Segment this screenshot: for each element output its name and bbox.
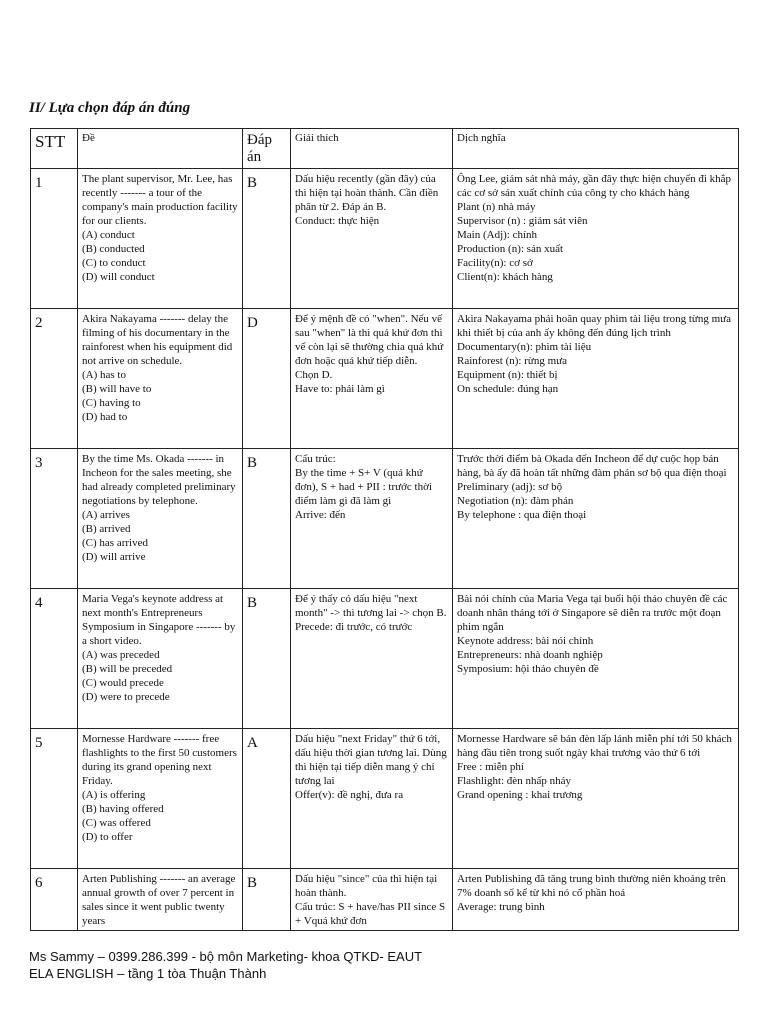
table-row	[31, 729, 739, 869]
translation-cell	[453, 869, 739, 931]
answer-option: (D) were to precede	[82, 691, 170, 703]
explanation-cell	[291, 729, 453, 869]
translation-line: Production (n): sản xuất	[457, 243, 564, 255]
correct-answer: B	[243, 589, 291, 729]
translation-cell	[453, 449, 739, 589]
question-cell	[78, 729, 243, 869]
question-number: 6	[31, 869, 78, 931]
translation-line: On schedule: đúng hạn	[457, 383, 559, 395]
answer-option: (B) will be preceded	[82, 663, 173, 675]
table-row	[31, 589, 739, 729]
answer-option: (A) was preceded	[82, 649, 160, 661]
question-stem: Arten Publishing ------- an average annual growth of over 7 percent in sales since it went public twenty years	[82, 873, 236, 927]
explanation-cell	[291, 169, 453, 309]
translation-line: Entrepreneurs: nhà doanh nghiệp	[457, 649, 603, 661]
header-translation: Dịch nghĩa	[453, 129, 739, 169]
question-number: 3	[31, 449, 78, 589]
question-stem: Akira Nakayama ------- delay the filming of his documentary in the rainforest when his equipment did not arrive on schedule.	[82, 313, 233, 367]
answer-option: (B) having offered	[82, 803, 164, 815]
answer-option: (C) to conduct	[82, 257, 146, 269]
answer-option: (D) will arrive	[82, 551, 146, 563]
translation-line: Documentary(n): phim tài liệu	[457, 341, 592, 353]
question-cell	[78, 869, 243, 931]
answer-option: (A) conduct	[82, 229, 135, 241]
footer	[29, 948, 422, 982]
answer-table	[30, 128, 739, 931]
translation-line: Client(n): khách hàng	[457, 271, 553, 283]
explanation-cell	[291, 589, 453, 729]
explanation-line: Precede: đi trước, có trước	[295, 621, 413, 633]
answer-option: (D) to offer	[82, 831, 133, 843]
translation-line: Negotiation (n): đàm phán	[457, 495, 574, 507]
translation-line: Akira Nakayama phải hoãn quay phim tài liệu trong từng mưa khi thiết bị của anh ấy không đến đúng lịch trình	[457, 313, 732, 339]
translation-line: Plant (n) nhà máy	[457, 201, 536, 213]
translation-line: By telephone : qua điện thoại	[457, 509, 587, 521]
explanation-line: Dấu hiệu "next Friday" thứ 6 tới, dấu hiệu thời gian tương lai. Dùng thì hiện tại tiếp diễn mang ý chỉ tương lai	[295, 733, 447, 787]
explanation-line: Arrive: đến	[295, 509, 346, 521]
translation-line: Average: trung bình	[457, 901, 545, 913]
question-cell	[78, 169, 243, 309]
answer-option: (C) was offered	[82, 817, 151, 829]
table-row	[31, 869, 739, 931]
table-row	[31, 449, 739, 589]
question-number: 1	[31, 169, 78, 309]
question-cell	[78, 309, 243, 449]
footer-address: ELA ENGLISH – tầng 1 tòa Thuận Thành	[29, 966, 267, 981]
header-stt: STT	[31, 129, 78, 169]
explanation-line: Để ý thấy có dấu hiệu "next month" -> thì tương lai -> chọn B.	[295, 593, 447, 619]
question-cell	[78, 589, 243, 729]
explanation-cell	[291, 309, 453, 449]
explanation-line: Cấu trúc: S + have/has PII since S + Vquá khứ đơn	[295, 901, 446, 927]
question-stem: By the time Ms. Okada ------- in Incheon for the sales meeting, she had already completed preliminary negotiations by telephone.	[82, 453, 236, 507]
translation-line: Ông Lee, giám sát nhà máy, gần đây thực hiện chuyến đi khắp các cơ sở sản xuất chính của công ty cho khách hàng	[457, 173, 732, 199]
translation-line: Rainforest (n): rừng mưa	[457, 355, 567, 367]
explanation-line: Cấu trúc:	[295, 453, 336, 465]
answer-option: (A) arrives	[82, 509, 130, 521]
translation-line: Trước thời điểm bà Okada đến Incheon để dự cuộc họp bán hàng, bà ấy đã hoàn tất những đàm phán sơ bộ qua điện thoại	[457, 453, 727, 479]
answer-option: (B) will have to	[82, 383, 152, 395]
translation-line: Keynote address: bài nói chính	[457, 635, 594, 647]
answer-option: (C) has arrived	[82, 537, 148, 549]
answer-option: (C) would precede	[82, 677, 164, 689]
translation-line: Bài nói chính của Maria Vega tại buổi hội thảo chuyên đề các doanh nhân tháng tới ở Singapore sẽ diễn ra trước một đoạn phim ngắn	[457, 593, 728, 633]
footer-contact: Ms Sammy – 0399.286.399 - bộ môn Marketing- khoa QTKD- EAUT	[29, 949, 423, 964]
header-answer: Đáp án	[243, 129, 291, 169]
translation-line: Preliminary (adj): sơ bộ	[457, 481, 563, 493]
question-stem: Maria Vega's keynote address at next month's Entrepreneurs Symposium in Singapore ------- by a short video.	[82, 593, 236, 647]
answer-option: (D) had to	[82, 411, 128, 423]
question-number: 5	[31, 729, 78, 869]
translation-line: Facility(n): cơ sở	[457, 257, 533, 269]
translation-line: Symposium: hội thảo chuyên đề	[457, 663, 599, 675]
explanation-line: Dấu hiệu recently (gần đây) của thì hiện tại hoàn thành. Cần điền phân từ 2. Đáp án B.	[295, 173, 439, 213]
table-body	[31, 169, 739, 931]
explanation-line: By the time + S+ V (quá khứ đơn), S + had + PII : trước thời điểm làm gì đã làm gì	[295, 467, 432, 507]
translation-line: Equipment (n): thiết bị	[457, 369, 558, 381]
explanation-cell	[291, 449, 453, 589]
question-stem: Mornesse Hardware ------- free flashlights to the first 50 customers during its grand opening next Friday.	[82, 733, 237, 787]
translation-cell	[453, 589, 739, 729]
answer-option: (B) arrived	[82, 523, 131, 535]
translation-line: Main (Adj): chính	[457, 229, 538, 241]
correct-answer: B	[243, 169, 291, 309]
answer-option: (C) having to	[82, 397, 141, 409]
table-row	[31, 169, 739, 309]
explanation-cell	[291, 869, 453, 931]
translation-line: Supervisor (n) : giám sát viên	[457, 215, 588, 227]
translation-line: Arten Publishing đã tăng trung bình thường niên khoảng trên 7% doanh số kể từ khi nó cổ phần hoá	[457, 873, 726, 899]
question-number: 4	[31, 589, 78, 729]
question-number: 2	[31, 309, 78, 449]
explanation-line: Chọn D.	[295, 369, 333, 381]
explanation-line: Conduct: thực hiện	[295, 215, 380, 227]
header-explanation: Giải thích	[291, 129, 453, 169]
correct-answer: B	[243, 449, 291, 589]
translation-line: Free : miễn phí	[457, 761, 524, 773]
section-title: II/ Lựa chọn đáp án đúng	[29, 100, 191, 116]
translation-cell	[453, 309, 739, 449]
translation-line: Mornesse Hardware sẽ bán đèn lấp lánh miễn phí tới 50 khách hàng đầu tiên trong suốt ngày khai trương vào thứ 6 tới	[457, 733, 732, 759]
explanation-line: Dấu hiệu "since" của thì hiện tại hoàn thành.	[295, 873, 438, 899]
answer-option: (A) has to	[82, 369, 126, 381]
table-header-row	[31, 129, 739, 169]
explanation-line: Have to: phải làm gì	[295, 383, 385, 395]
correct-answer: B	[243, 869, 291, 931]
translation-line: Flashlight: đèn nhấp nháy	[457, 775, 571, 787]
translation-line: Grand opening : khai trương	[457, 789, 583, 801]
question-stem: The plant supervisor, Mr. Lee, has recently ------- a tour of the company's main production facility for our clients.	[82, 173, 238, 227]
explanation-line: Để ý mệnh đề có "when". Nếu vế sau "when" là thì quá khứ đơn thì vế còn lại sẽ thường chia quá khứ đơn hoặc quá khứ tiếp diễn.	[295, 313, 444, 367]
translation-cell	[453, 729, 739, 869]
answer-option: (D) will conduct	[82, 271, 155, 283]
header-question: Đề	[78, 129, 243, 169]
translation-cell	[453, 169, 739, 309]
correct-answer: D	[243, 309, 291, 449]
answer-option: (A) is offering	[82, 789, 146, 801]
correct-answer: A	[243, 729, 291, 869]
table-row	[31, 309, 739, 449]
answer-option: (B) conducted	[82, 243, 145, 255]
explanation-line: Offer(v): đề nghị, đưa ra	[295, 789, 404, 801]
question-cell	[78, 449, 243, 589]
